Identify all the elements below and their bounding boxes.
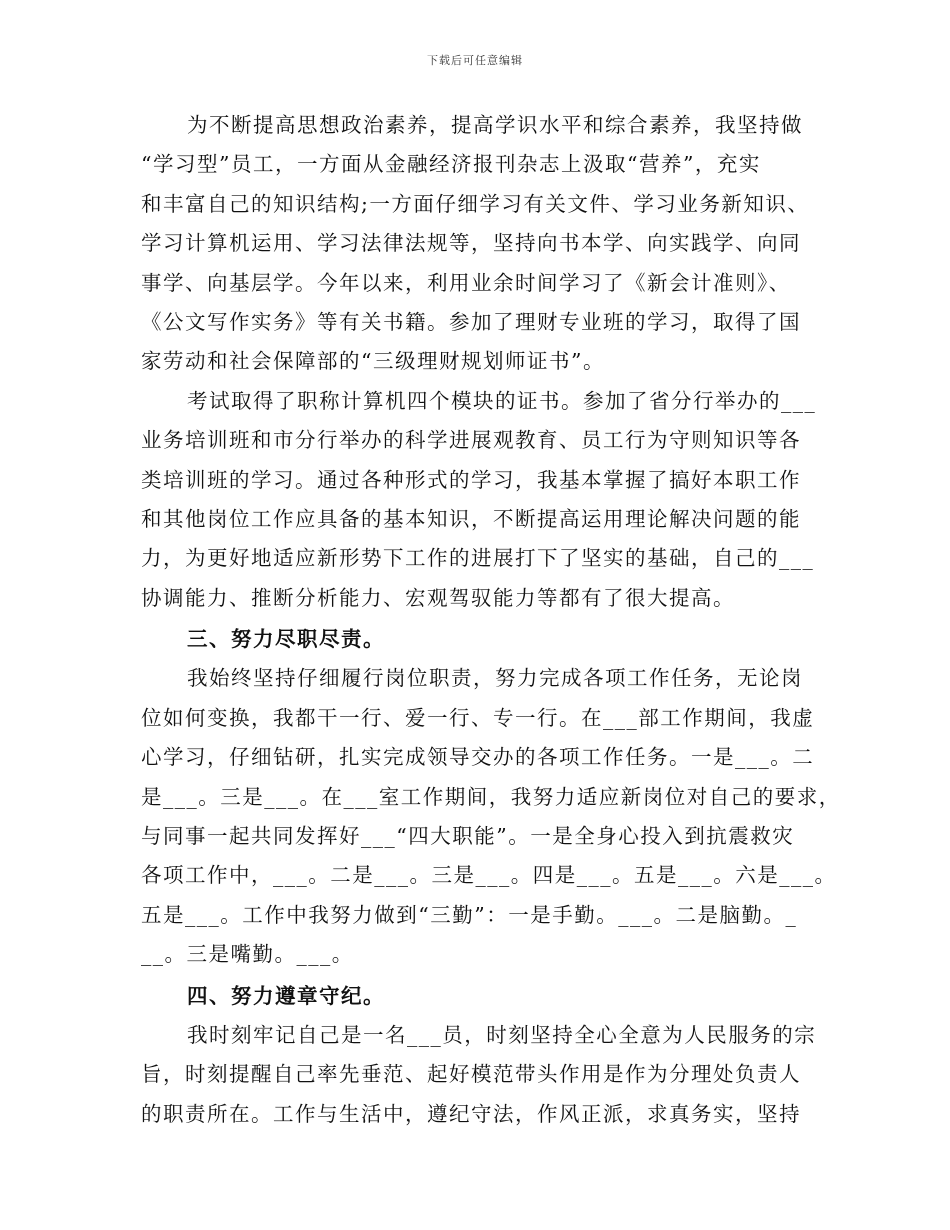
paragraph-line: 协调能力、推断分析能力、宏观驾驭能力等都有了很大提高。	[141, 585, 735, 610]
paragraph-line: 为不断提高思想政治素养，提高学识水平和综合素养，我坚持做	[187, 113, 803, 137]
paragraph-line: 学习计算机运用、学习法律法规等，坚持向书本学、向实践学、向同	[141, 231, 801, 256]
paragraph-line: 各项工作中，___。二是___。三是___。四是___。五是___。六是___。	[141, 863, 837, 888]
section-heading: 四、努力遵章守纪。	[187, 983, 385, 1008]
paragraph-line: 我始终坚持仔细履行岗位职责，努力完成各项工作任务，无论岗	[187, 666, 803, 691]
paragraph-line: 家劳动和社会保障部的“三级理财规划师证书”。	[141, 349, 605, 374]
page-header: 下载后可任意编辑	[427, 54, 523, 67]
paragraph-line: 的职责所在。工作与生活中，遵纪守法，作风正派，求真务实，坚持	[141, 1101, 801, 1126]
paragraph-line: 心学习，仔细钻研，扎实完成领导交办的各项工作任务。一是___。二	[141, 745, 815, 770]
paragraph-line: 位如何变换，我都干一行、爱一行、专一行。在___部工作期间，我虚	[141, 705, 815, 730]
document-body	[141, 106, 841, 1134]
paragraph-line: “学习型”员工，一方面从金融经济报刊杂志上汲取“营养”，充实	[141, 152, 761, 177]
section-heading: 三、努力尽职尽责。	[187, 627, 385, 652]
paragraph-line: 业务培训班和市分行举办的科学进展观教育、员工行为守则知识等各	[141, 428, 801, 453]
paragraph-line: __。三是嘴勤。___。	[141, 942, 354, 967]
paragraph-line: 我时刻牢记自己是一名___员，时刻坚持全心全意为人民服务的宗	[187, 1022, 817, 1047]
paragraph-line: 和其他岗位工作应具备的基本知识，不断提高运用理论解决问题的能	[141, 506, 801, 531]
paragraph-line: 旨，时刻提醒自己率先垂范、起好模范带头作用是作为分理处负责人	[141, 1062, 801, 1087]
paragraph-line: 考试取得了职称计算机四个模块的证书。参加了省分行举办的___	[187, 388, 817, 413]
paragraph-line: 力，为更好地适应新形势下工作的进展打下了坚实的基础，自己的___	[141, 546, 815, 571]
paragraph-line: 与同事一起共同发挥好___“四大职能”。一是全身心投入到抗震救灾	[141, 824, 795, 849]
paragraph-line: 五是___。工作中我努力做到“三勤”：一是手勤。___。二是脑勤。_	[141, 902, 798, 927]
paragraph-line: 是___。三是___。在___室工作期间，我努力适应新岗位对自己的要求，	[141, 784, 841, 809]
paragraph-line: 《公文写作实务》等有关书籍。参加了理财专业班的学习，取得了国	[141, 309, 801, 334]
paragraph-line: 类培训班的学习。通过各种形式的学习，我基本掌握了搞好本职工作	[141, 467, 801, 492]
paragraph-line: 和丰富自己的知识结构;一方面仔细学习有关文件、学习业务新知识、	[141, 191, 810, 216]
paragraph-line: 事学、向基层学。今年以来，利用业余时间学习了《新会计准则》、	[141, 270, 791, 295]
